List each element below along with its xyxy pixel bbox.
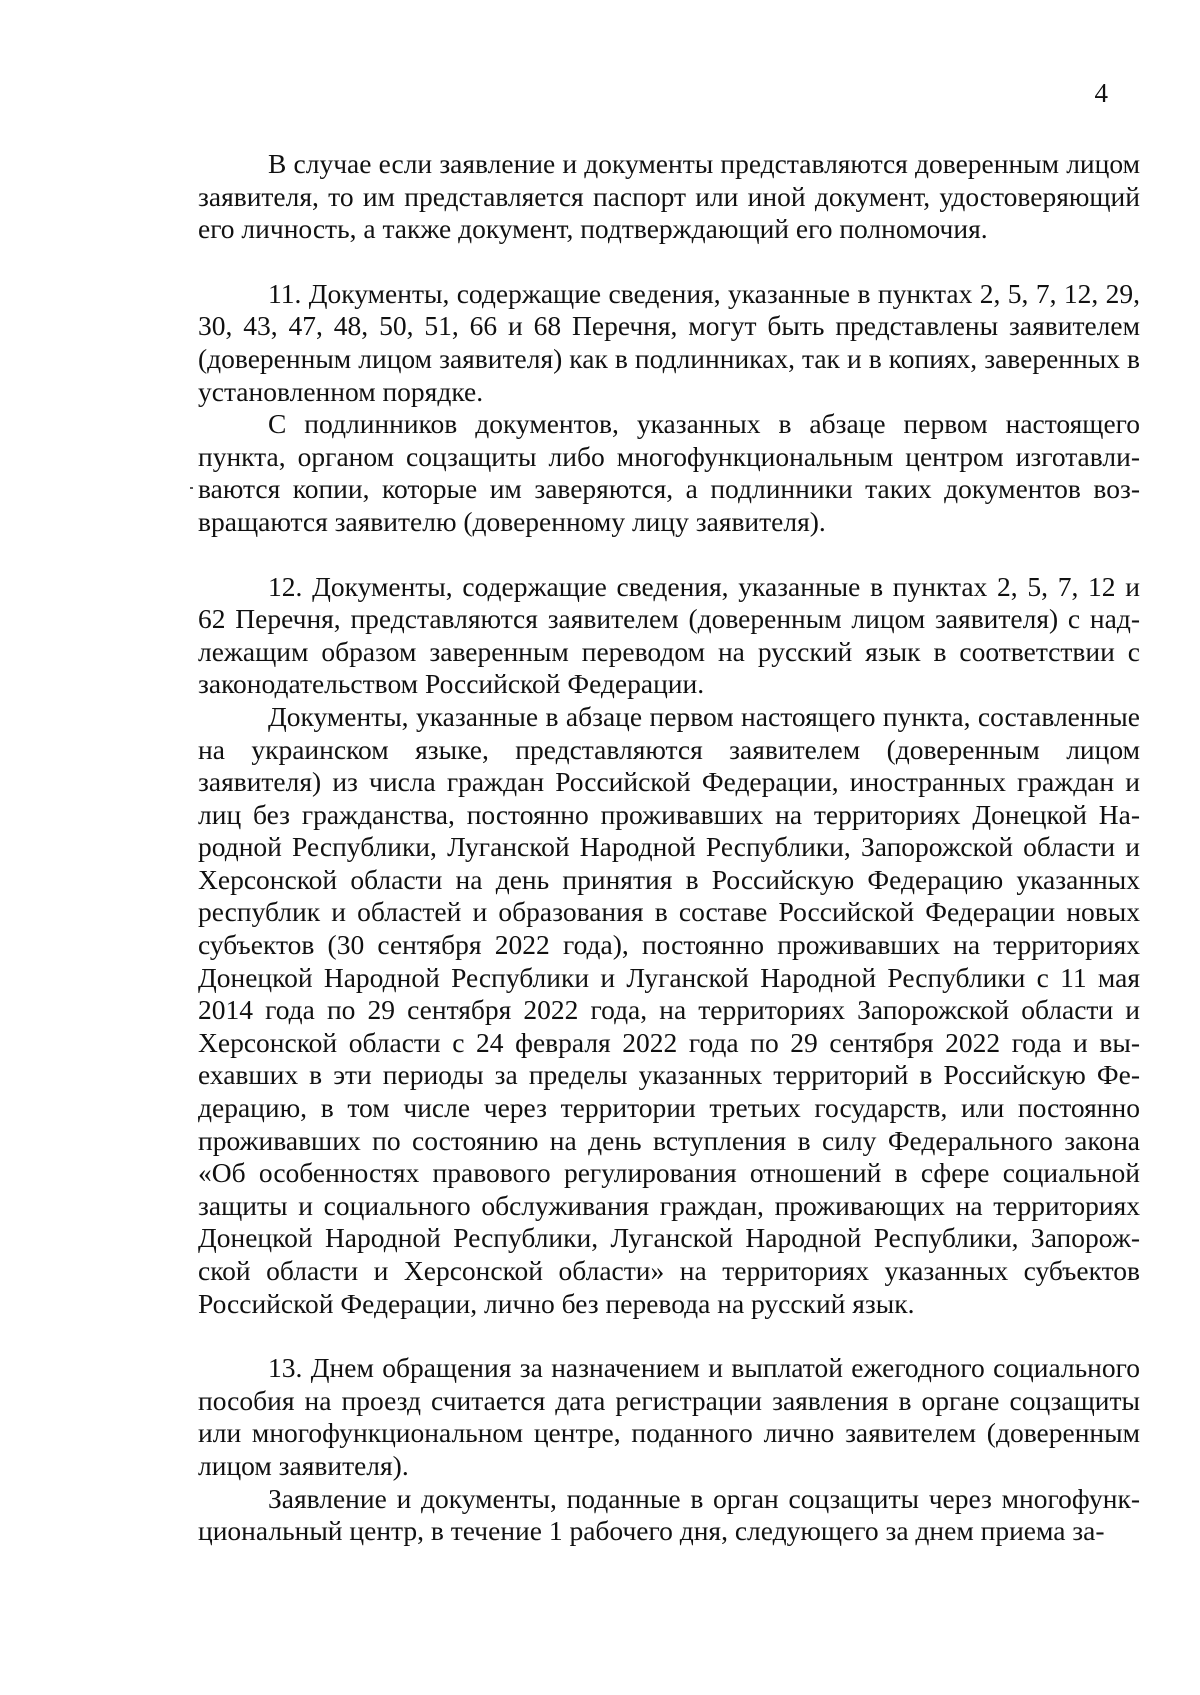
- paragraph-item-11-copies: С подлинников документов, указанных в абзаце первом настоящего пункта, органом соцзащиты либо многофункциональным центром изготавливаются копии, которые им заверяются, а подлинники таких документов возвращаются заявителю (доверенному лицу заявителя).: [198, 408, 1140, 537]
- paragraph-item-13-mfc-transfer: Заявление и документы, поданные в орган соцзащиты через многофункциональный центр, в течение 1 рабочего дня, следующего за днем приема за-: [198, 1482, 1140, 1547]
- margin-speck: [190, 487, 193, 489]
- page-number: 4: [1094, 78, 1108, 108]
- paragraph-proxy-documents: В случае если заявление и документы представляются доверенным лицом заявителя, то им представляется паспорт или иной документ, удостоверяющий его личность, а также документ, подтверждающий его полномочия.: [198, 148, 1140, 245]
- paragraph-item-12: 12. Документы, содержащие сведения, указанные в пунктах 2, 5, 7, 12 и 62 Перечня, представляются заявителем (доверенным лицом заявителя) с надлежащим образом заверенным переводом на русский язык в соответствии с законодательством Российской Федерации.: [198, 570, 1140, 700]
- document-body: [198, 148, 1140, 1548]
- paragraph-item-13: 13. Днем обращения за назначением и выплатой ежегодного социального пособия на проезд считается дата регистрации заявления в органе соцзащиты или многофункциональном центре, поданного лично заявителем (доверенным лицом заявителя).: [198, 1352, 1140, 1481]
- paragraph-item-11: 11. Документы, содержащие сведения, указанные в пунктах 2, 5, 7, 12, 29, 30, 43, 47, 48, 50, 51, 66 и 68 Перечня, могут быть представлены заявителем (доверенным лицом заявителя) как в подлинниках, так и в копиях, заверенных в установленном порядке.: [198, 277, 1140, 407]
- paragraph-item-12-ukrainian-documents: Документы, указанные в абзаце первом настоящего пункта, составленные на украинском языке, представляются заявителем (доверенным лицом заявителя) из числа граждан Российской Федерации, иностранных граждан и лиц без гражданства, постоянно проживавших на территориях Донецкой Народной Республики, Луганской Народной Республики, Запорожской области и Херсонской области на день принятия в Российскую Федерацию указанных республик и областей и образования в составе Российской Федерации новых субъектов (30 сентября 2022 года), постоянно проживавших на территориях Донецкой Народной Республики и Луганской Народной Республики с 11 мая 2014 года по 29 сентября 2022 года, на территориях Запорожской области и Херсонской области с 24 февраля 2022 года по 29 сентября 2022 года и выехавших в эти периоды за пределы указанных территорий в Российскую Федерацию, в том числе через территории третьих государств, или постоянно проживавших по состоянию на день вступления в силу Федерального закона «Об особенностях правового регулирования отношений в сфере социальной защиты и социального обслуживания граждан, проживающих на территориях Донецкой Народной Республики, Луганской Народной Республики, Запорожской области и Херсонской области» на территориях указанных субъектов Российской Федерации, лично без перевода на русский язык.: [198, 700, 1140, 1319]
